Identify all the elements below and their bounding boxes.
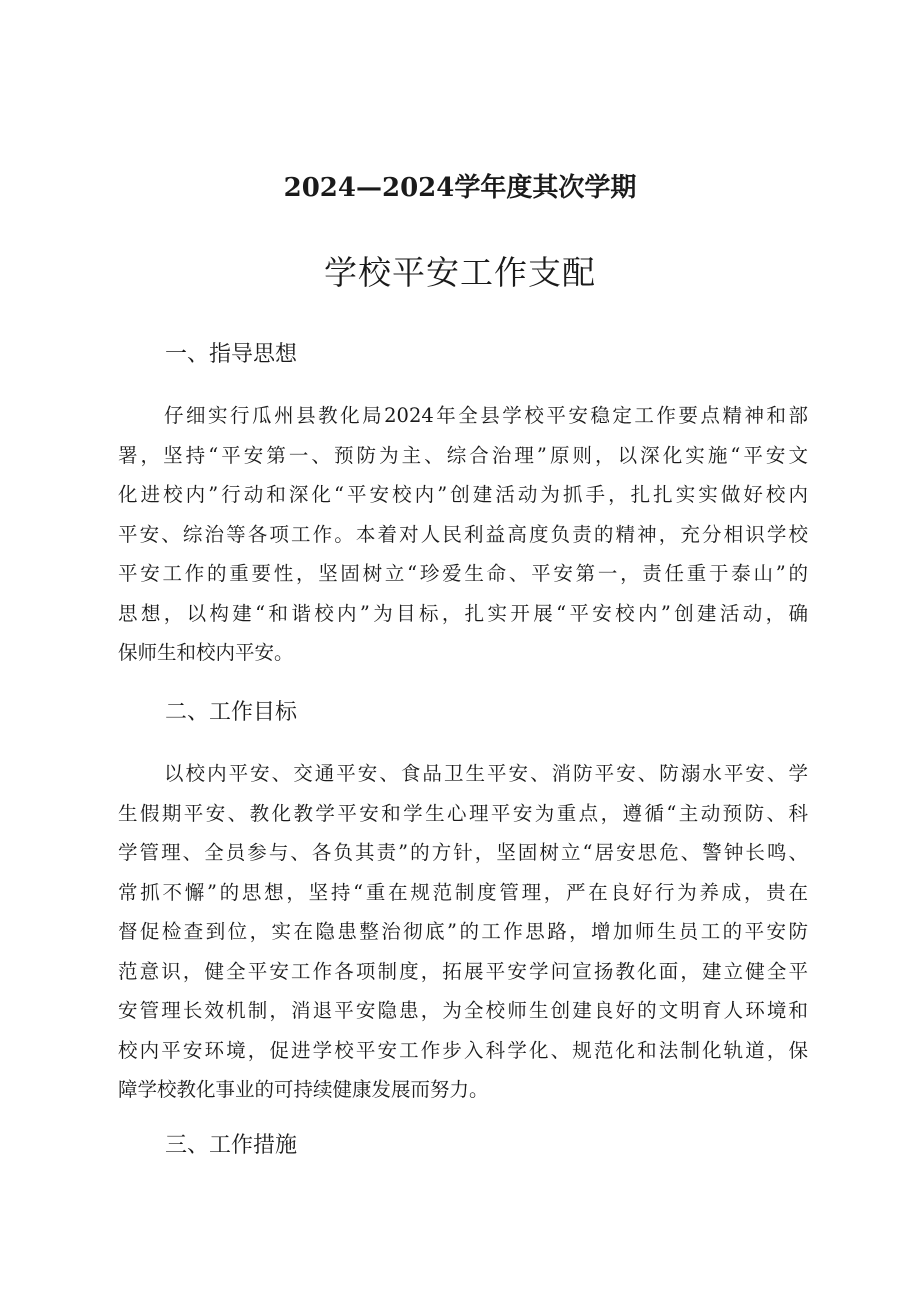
section-paragraph-guiding-ideology xyxy=(118,396,808,673)
paragraph-line: 校内平安环境，促进学校平安工作步入科学化、规范化和法制化轨道，保 xyxy=(118,1038,808,1062)
paragraph-line: 平安、综治等各项工作。本着对人民利益高度负责的精神，充分相识学校 xyxy=(118,522,808,546)
paragraph-line: 思想，以构建“和谐校内”为目标，扎实开展“平安校内”创建活动，确 xyxy=(118,601,808,625)
paragraph-line: 学管理、全员参与、各负其责”的方针，坚固树立“居安思危、警钟长鸣、 xyxy=(118,841,808,864)
paragraph-line: 化进校内”行动和深化“平安校内”创建活动为抓手，扎扎实实做好校内 xyxy=(118,483,808,506)
paragraph-line: 督促检查到位，实在隐患整治彻底”的工作思路，增加师生员工的平安防 xyxy=(118,920,808,943)
section-heading-work-measures: 三、工作措施 xyxy=(165,1133,298,1158)
document-title-term: 2024—2024学年度其次学期 xyxy=(283,173,637,203)
section-heading-work-goals: 二、工作目标 xyxy=(165,700,298,725)
paragraph-line: 署，坚持“平安第一、预防为主、综合治理”原则，以深化实施“平安文 xyxy=(118,443,808,467)
paragraph-line: 常抓不懈”的思想，坚持“重在规范制度管理，严在良好行为养成，贵在 xyxy=(118,880,808,904)
document-title: 学校平安工作支配 xyxy=(324,253,596,292)
paragraph-line: 以校内平安、交通平安、食品卫生平安、消防平安、防溺水平安、学 xyxy=(164,762,808,785)
paragraph-line: 范意识，健全平安工作各项制度，拓展平安学问宣扬教化面，建立健全平 xyxy=(118,959,808,983)
section-heading-guiding-ideology: 一、指导思想 xyxy=(165,342,298,367)
paragraph-line: 保师生和校内平安。 xyxy=(118,641,294,664)
paragraph-line: 安管理长效机制，消退平安隐患，为全校师生创建良好的文明育人环境和 xyxy=(118,999,808,1022)
section-paragraph-work-goals xyxy=(118,754,808,1110)
paragraph-line: 生假期平安、教化教学平安和学生心理平安为重点，遵循“主动预防、科 xyxy=(118,801,808,825)
paragraph-line: 障学校教化事业的可持续健康发展而努力。 xyxy=(118,1078,489,1101)
paragraph-line: 平安工作的重要性，坚固树立“珍爱生命、平安第一，责任重于泰山”的 xyxy=(118,562,808,585)
paragraph-line: 仔细实行瓜州县教化局2024年全县学校平安稳定工作要点精神和部 xyxy=(164,404,808,427)
